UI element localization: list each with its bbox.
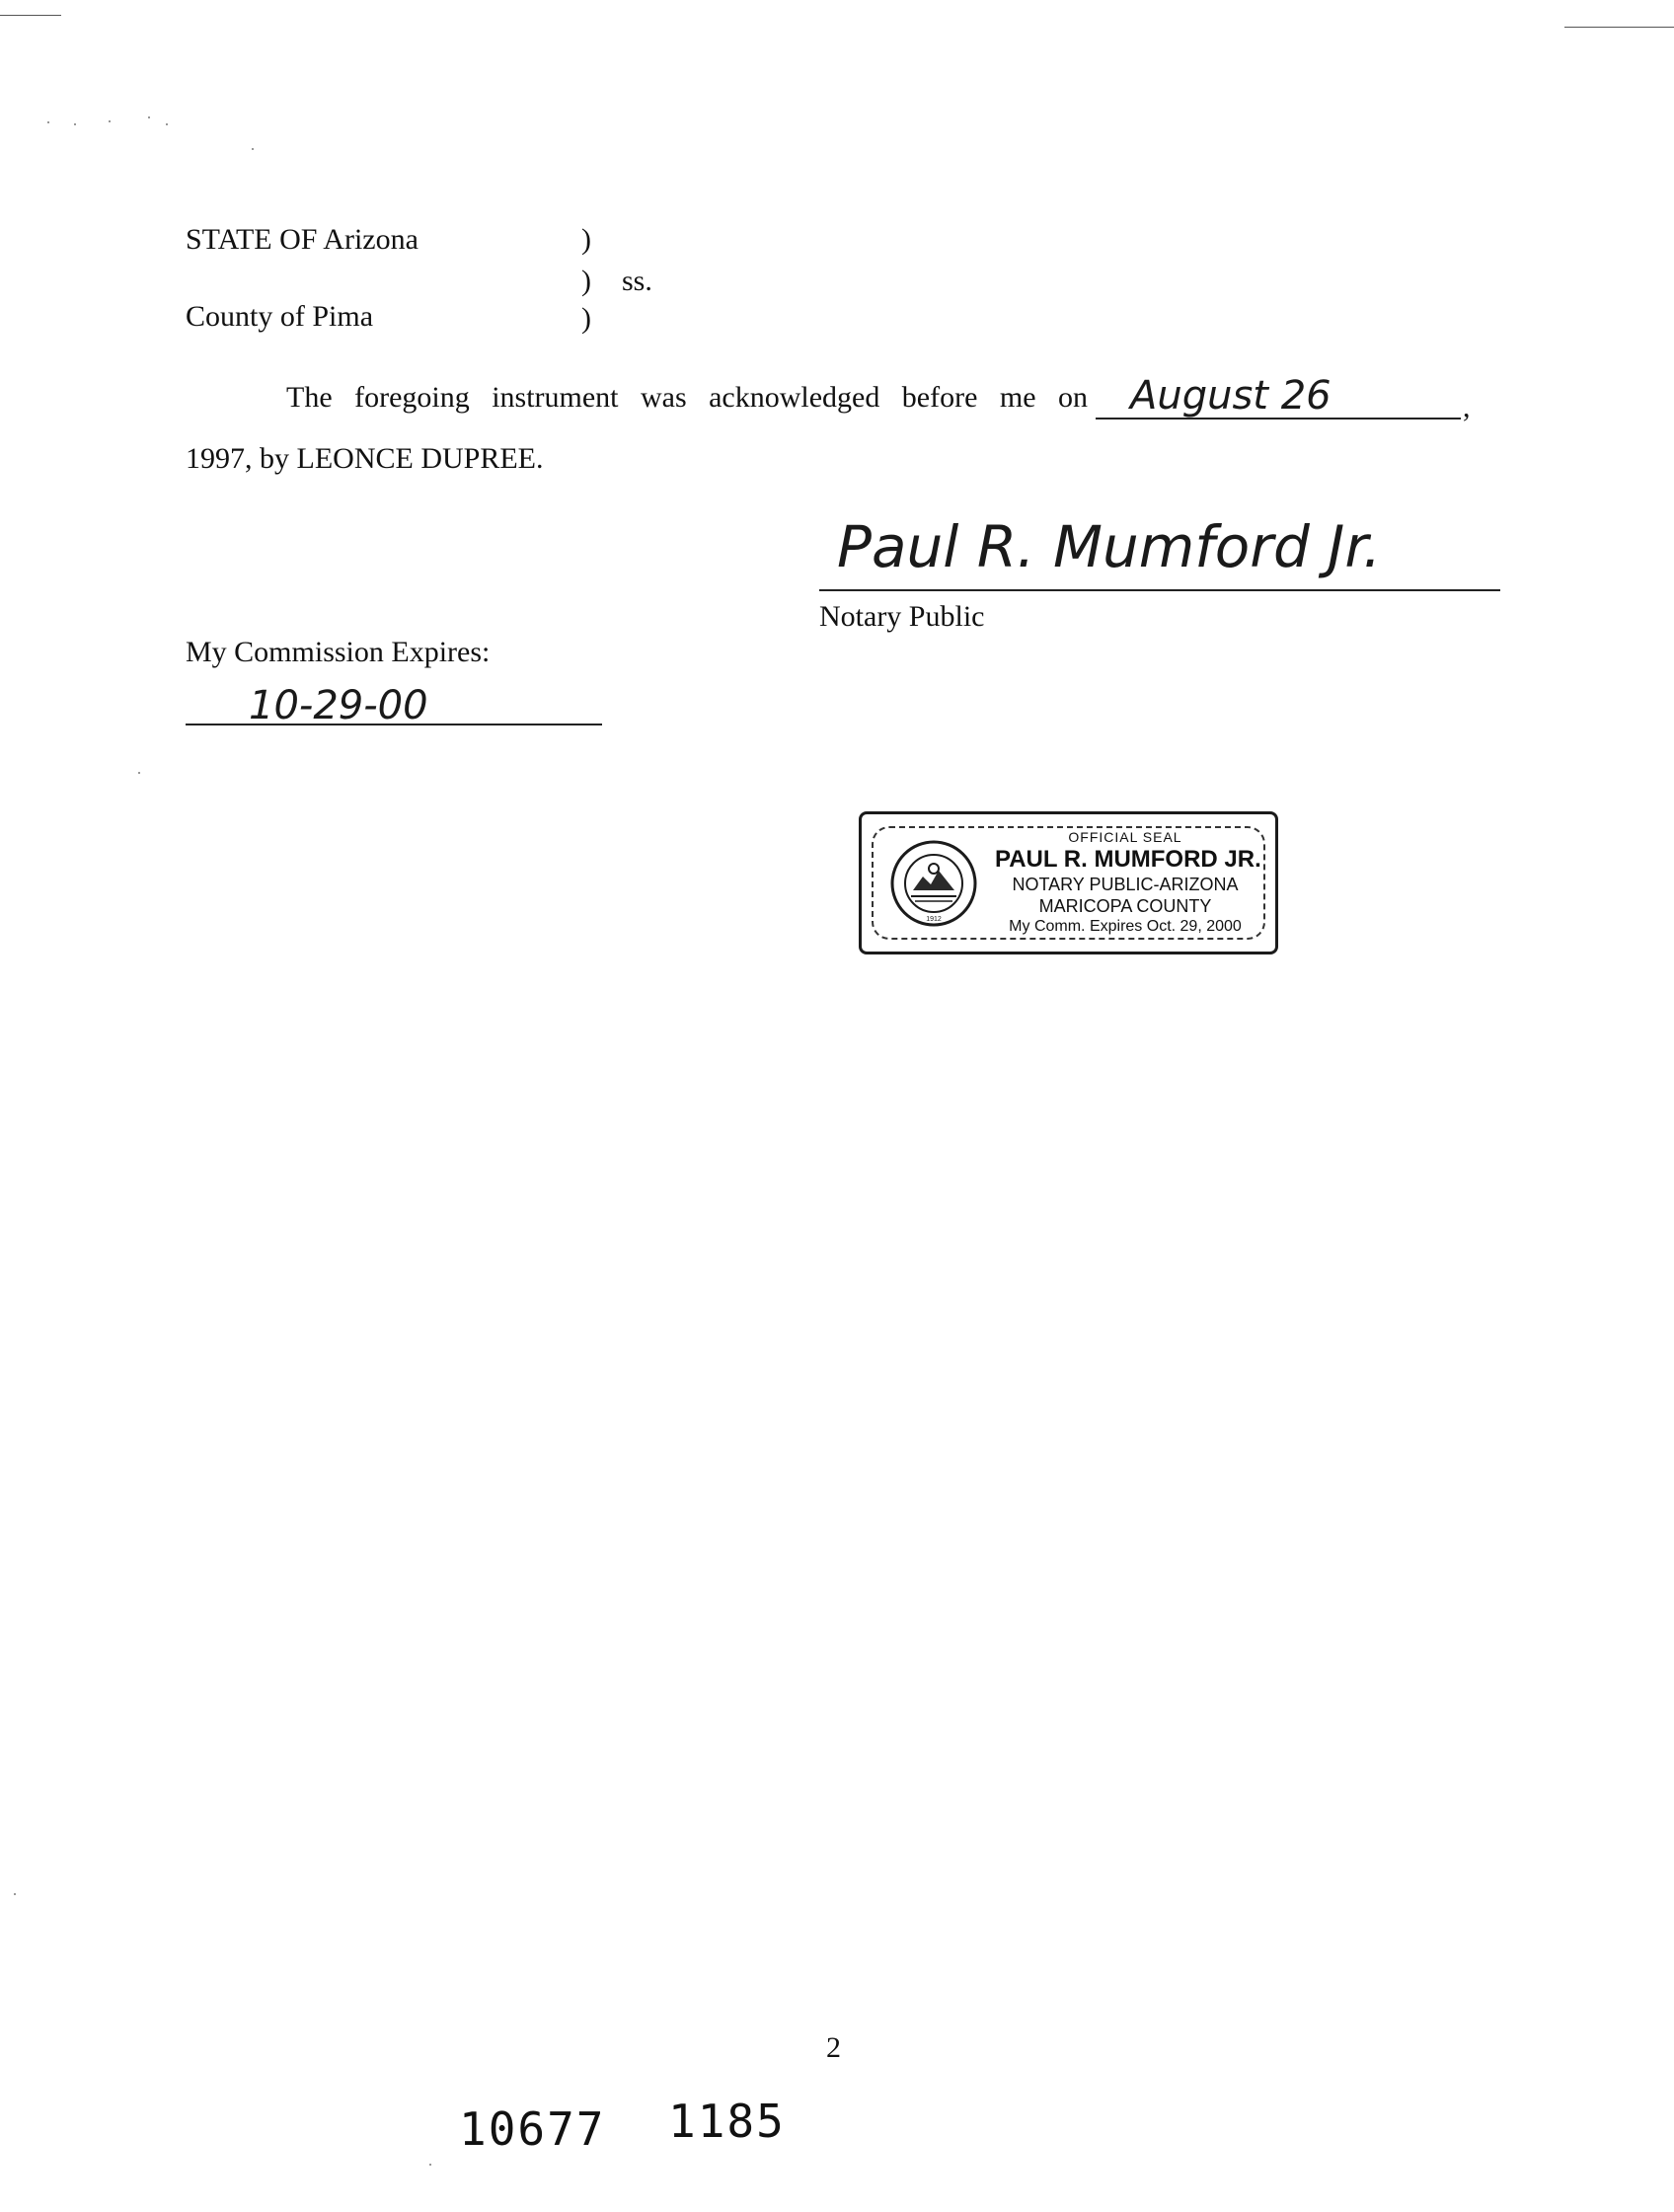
ss-label: ss. xyxy=(622,265,652,297)
acknowledgment-text-line1: The foregoing instrument was acknowledged before me on xyxy=(286,381,1088,414)
recording-page-number: 1185 xyxy=(668,2095,786,2148)
handwritten-date: August 26 xyxy=(1130,373,1332,419)
svg-text:1912: 1912 xyxy=(926,916,942,923)
seal-county: MARICOPA COUNTY xyxy=(1038,896,1212,916)
county-line: County of Pima xyxy=(186,300,374,333)
scan-speck xyxy=(138,772,140,774)
venue-paren: ) xyxy=(581,302,591,335)
scan-mark-top-right xyxy=(1564,27,1674,28)
scan-speck xyxy=(166,123,168,125)
scan-speck xyxy=(252,148,254,150)
seal-title: NOTARY PUBLIC-ARIZONA xyxy=(1012,875,1239,894)
scan-speck xyxy=(74,123,76,125)
scan-speck xyxy=(109,120,111,122)
notary-signature: Paul R. Mumford Jr. xyxy=(837,513,1382,580)
date-comma: , xyxy=(1463,391,1471,423)
scan-mark-top-left xyxy=(0,15,61,16)
state-line: STATE OF Arizona xyxy=(186,223,418,256)
arizona-state-seal-icon xyxy=(889,839,978,928)
venue-paren: ) xyxy=(581,223,591,256)
notary-title: Notary Public xyxy=(819,600,985,633)
acknowledgment-text-line2: 1997, by LEONCE DUPREE. xyxy=(186,442,544,475)
page-number: 2 xyxy=(826,2031,841,2064)
scan-speck xyxy=(148,116,150,118)
venue-paren: ) xyxy=(581,265,591,297)
official-seal-stamp xyxy=(859,811,1278,954)
commission-expiry-handwritten: 10-29-00 xyxy=(249,683,428,728)
scan-speck xyxy=(47,121,49,123)
scan-speck xyxy=(14,1893,16,1895)
signature-line xyxy=(819,589,1500,591)
seal-name: PAUL R. MUMFORD JR. xyxy=(995,846,1261,873)
commission-label: My Commission Expires: xyxy=(186,636,491,668)
commission-blank-line xyxy=(186,724,602,725)
recording-docket-number: 10677 xyxy=(459,2102,606,2156)
scan-speck xyxy=(429,2164,431,2166)
seal-heading: OFFICIAL SEAL xyxy=(1068,829,1182,845)
seal-expiry: My Comm. Expires Oct. 29, 2000 xyxy=(1009,918,1242,935)
